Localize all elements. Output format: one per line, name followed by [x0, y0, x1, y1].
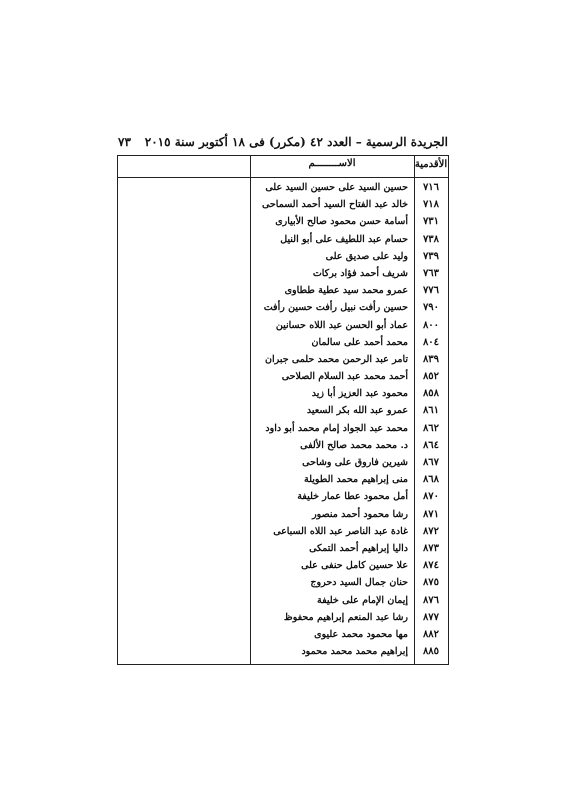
gazette-title: الجريدة الرسمية – العدد ٤٢ (مكرر) فى ١٨ أكتوبر سنة ٢٠١٥ — [144, 135, 448, 149]
page-header — [118, 135, 448, 151]
table-row — [118, 213, 448, 230]
table-row — [118, 231, 448, 248]
row-name: حنان جمال السيد دحروج — [310, 577, 408, 589]
row-name: علا حسين كامل حنفى على — [301, 560, 408, 572]
row-name: تامر عبد الرحمن محمد حلمى جبران — [264, 353, 408, 365]
row-name: عمرو محمد سيد عطية ططاوى — [284, 285, 408, 297]
table-row — [118, 609, 448, 626]
row-name: داليا إبراهيم أحمد التمكى — [309, 542, 408, 554]
row-rank: ٨٨٢ — [422, 628, 440, 640]
row-rank: ٨٦٤ — [422, 439, 440, 451]
table-row — [118, 334, 448, 351]
row-rank: ٧١٦ — [422, 182, 440, 193]
table-row — [118, 368, 448, 385]
page-number: ٧٣ — [118, 135, 131, 149]
table-row — [118, 557, 448, 574]
row-rank: ٧٣٨ — [422, 233, 440, 245]
table-row — [118, 471, 448, 488]
row-rank: ٨٣٩ — [422, 353, 440, 365]
row-rank: ٨٥٨ — [422, 388, 440, 400]
row-rank: ٨٧٥ — [422, 577, 440, 589]
row-rank: ٨٧٠ — [422, 491, 440, 503]
column-header-name: الاســــــــم — [308, 158, 356, 169]
table-row — [118, 402, 448, 419]
row-name: محمد أحمد على سالمان — [311, 336, 408, 348]
table-row — [118, 351, 448, 368]
row-rank: ٨٦٨ — [422, 474, 440, 486]
row-rank: ٨٧٦ — [422, 594, 440, 606]
row-name: أحمد محمد عبد السلام الصلاحى — [281, 371, 408, 383]
table-row — [118, 574, 448, 591]
row-name: حسين رأفت نبيل رأفت حسين رأفت — [263, 302, 408, 314]
table-row — [118, 196, 448, 213]
row-rank: ٨٥٢ — [422, 371, 440, 383]
seniority-table — [117, 155, 449, 665]
row-name: شيرين فاروق على وشاحى — [302, 457, 408, 468]
row-rank: ٧٧٦ — [422, 285, 440, 297]
row-rank: ٨٦٢ — [422, 422, 440, 434]
row-name: إيمان الإمام على خليفة — [316, 594, 408, 606]
table-row — [118, 454, 448, 471]
row-rank: ٨٨٥ — [422, 646, 440, 658]
table-row — [118, 179, 448, 196]
row-name: محمود عبد العزيز أبا زيد — [311, 388, 408, 400]
row-rank: ٧١٨ — [422, 199, 440, 211]
table-row — [118, 540, 448, 557]
row-rank: ٨٧٧ — [422, 611, 440, 623]
row-name: منى إبراهيم محمد الطويلة — [304, 474, 408, 486]
table-row — [118, 385, 448, 402]
row-name: محمد عبد الجواد إمام محمد أبو داود — [265, 422, 408, 434]
table-row — [118, 626, 448, 643]
table-row — [118, 282, 448, 299]
table-header — [118, 156, 448, 178]
table-row — [118, 506, 448, 523]
row-name: حسين السيد على حسين السيد على — [265, 182, 408, 193]
table-row — [118, 317, 448, 334]
row-name: خالد عبد الفتاح السيد أحمد السماحى — [262, 199, 408, 211]
row-rank: ٨٧١ — [422, 508, 440, 520]
row-rank: ٧٣٩ — [422, 250, 440, 262]
row-name: أمل محمود عطا عمار خليفة — [297, 491, 408, 503]
row-name: عمرو عبد الله بكر السعيد — [306, 405, 408, 417]
row-rank: ٨٠٠ — [422, 319, 440, 331]
row-rank: ٨٧٤ — [422, 560, 440, 572]
row-rank: ٨٧٣ — [422, 542, 440, 554]
table-row — [118, 420, 448, 437]
table-row — [118, 248, 448, 265]
row-name: رشا عبد المنعم إبراهيم محفوظ — [283, 611, 408, 623]
row-name: د. محمد محمد صالح الألفى — [300, 439, 408, 451]
table-row — [118, 299, 448, 316]
table-row — [118, 265, 448, 282]
row-rank: ٧٦٣ — [422, 267, 440, 279]
row-rank: ٨٠٤ — [422, 336, 440, 348]
table-row — [118, 488, 448, 505]
row-name: شريف أحمد فؤاد بركات — [312, 267, 408, 279]
row-name: مها محمود محمد عليوى — [314, 628, 408, 640]
row-rank: ٨٦١ — [422, 405, 440, 417]
row-rank: ٨٦٧ — [422, 457, 440, 468]
row-name: عماد أبو الحسن عبد اللاه حسانين — [275, 319, 408, 331]
row-rank: ٧٣١ — [422, 216, 440, 228]
table-row — [118, 592, 448, 609]
row-name: حسام عبد اللطيف على أبو النيل — [280, 233, 408, 245]
table-row — [118, 523, 448, 540]
table-row — [118, 643, 448, 660]
table-body — [118, 179, 448, 660]
column-header-rank: الأقدمية — [414, 159, 448, 170]
table-row — [118, 437, 448, 454]
row-name: رشا محمود أحمد منصور — [312, 508, 408, 520]
row-rank: ٧٩٠ — [422, 302, 440, 314]
row-name: وليد على صديق على — [325, 250, 408, 262]
row-name: غادة عبد الناصر عبد اللاه السباعى — [273, 525, 408, 537]
row-name: أسامة حسن محمود صالح الأبيارى — [275, 216, 408, 228]
row-rank: ٨٧٢ — [422, 525, 440, 537]
row-name: إبراهيم محمد محمد محمود — [301, 646, 408, 658]
